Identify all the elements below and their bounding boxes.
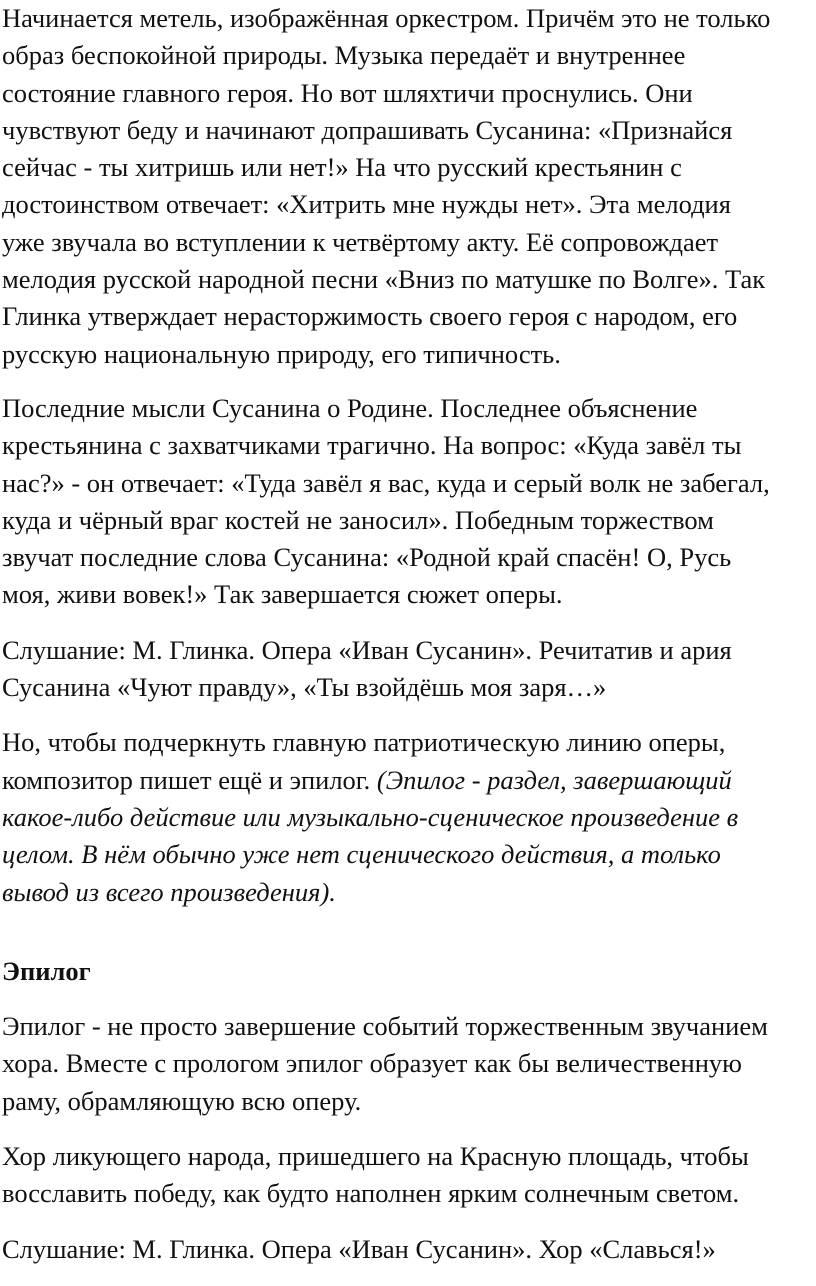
text-line: моя, живи вовек!» Так завершается сюжет оперы. <box>2 579 563 610</box>
text-line: хора. Вместе с прологом эпилог образует как бы величественную <box>2 1048 742 1079</box>
text-line: Последние мысли Сусанина о Родине. Последнее объяснение <box>2 392 698 423</box>
text-line: русскую национальную природу, его типичность. <box>2 338 561 369</box>
text-line: крестьянина с захватчиками трагично. На вопрос: «Куда завёл ты <box>2 430 742 461</box>
text-line: достоинством отвечает: «Хитрить мне нужды нет». Эта мелодия <box>2 189 731 220</box>
paragraph-blizzard <box>2 0 814 373</box>
paragraph-epilogue-description <box>2 1008 814 1120</box>
text-line: раму, обрамляющую всю оперу. <box>2 1085 362 1116</box>
text-line: Сусанина «Чуют правду», «Ты взойдёшь моя заря…» <box>2 672 607 703</box>
paragraph-last-thoughts <box>2 390 814 614</box>
text-italic: (Эпилог - раздел, завершающий <box>376 764 732 795</box>
text-line: Слушание: М. Глинка. Опера «Иван Сусанин». Хор «Славься!» <box>2 1233 716 1264</box>
text-line: куда и чёрный враг костей не заносил». Победным торжеством <box>2 504 714 535</box>
text-italic: вывод из всего произведения). <box>2 876 336 907</box>
text-line-italic: целом. В нём обычно уже нет сценического действия, а только <box>2 839 721 870</box>
text-line: образ беспокойной природы. Музыка передаёт и внутреннее <box>2 40 686 71</box>
section-heading: Эпилог <box>2 955 91 986</box>
text-line: звучат последние слова Сусанина: «Родной край спасён! О, Русь <box>2 542 732 573</box>
paragraph-listening-choir <box>2 1231 814 1268</box>
text-line: Эпилог - не просто завершение событий торжественным звучанием <box>2 1011 768 1042</box>
document-page <box>2 0 814 1268</box>
text-line: Слушание: М. Глинка. Опера «Иван Сусанин». Речитатив и ария <box>2 634 732 665</box>
text-line: Начинается метель, изображённая оркестром. Причём это не только <box>2 3 771 33</box>
text-line: восславить победу, как будто наполнен ярким солнечным светом. <box>2 1178 740 1209</box>
paragraph-choir <box>2 1138 814 1213</box>
text-line: чувствуют беду и начинают допрашивать Сусанина: «Признайся <box>2 114 733 145</box>
text-line: сейчас - ты хитришь или нет!» На что русский крестьянин с <box>2 152 682 183</box>
text-line-italic: какое-либо действие или музыкально-сценическое произведение в <box>2 801 739 832</box>
text-line <box>2 874 814 911</box>
text-line: мелодия русской народной песни «Вниз по матушке по Волге». Так <box>2 264 766 295</box>
text-line: состояние главного героя. Но вот шляхтичи проснулись. Они <box>2 77 693 108</box>
paragraph-listening-aria <box>2 632 814 707</box>
text-line: нас?» - он отвечает: «Туда завёл я вас, куда и серый волк не забегал, <box>2 467 770 498</box>
text-line: Хор ликующего народа, пришедшего на Красную площадь, чтобы <box>2 1141 749 1172</box>
text-line: Глинка утверждает нерасторжимость своего героя с народом, его <box>2 301 738 332</box>
text-line: Но, чтобы подчеркнуть главную патриотическую линию оперы, <box>2 727 726 758</box>
text-line <box>2 762 814 799</box>
paragraph-epilogue-intro <box>2 724 814 910</box>
text-plain: композитор пишет ещё и эпилог. <box>2 764 377 795</box>
text-line: уже звучала во вступлении к четвёртому акту. Её сопровождает <box>2 226 719 257</box>
